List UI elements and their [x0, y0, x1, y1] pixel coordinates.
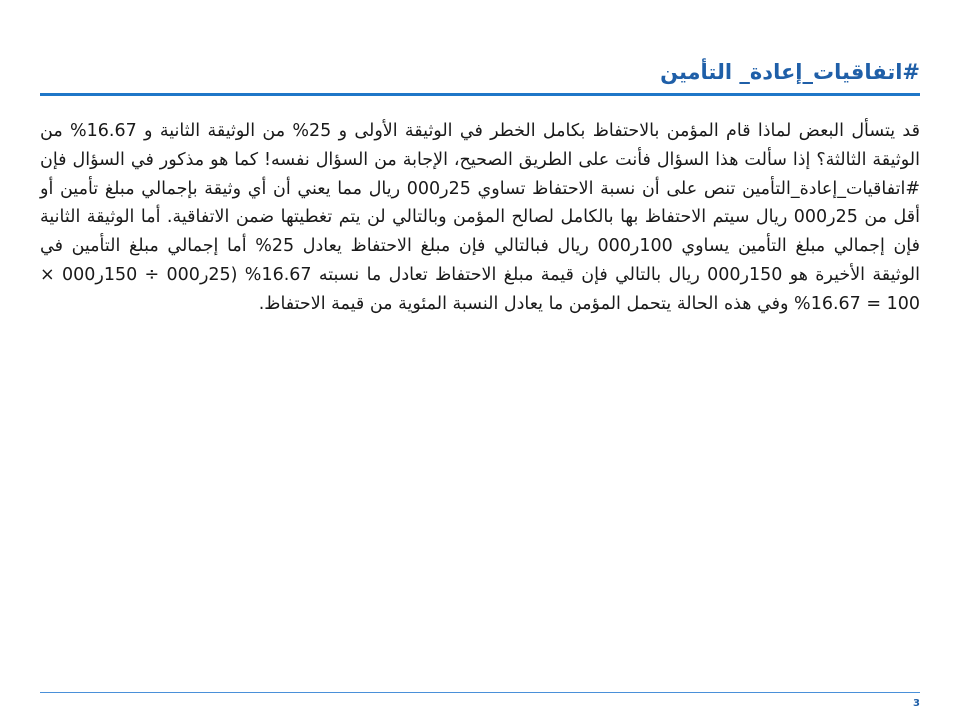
footer-rule — [40, 692, 920, 693]
slide-body-paragraph: قد يتسأل البعض لماذا قام المؤمن بالاحتفاظ بكامل الخطر في الوثيقة الأولى و 25% من الوثيقة الثانية و 16.67% من الوثيقة الثالثة؟ إذا سألت هذا السؤال فأنت على الطريق الصحيح، الإجابة من السؤال نفسه! كما هو مذكور في السؤال فإن #اتفاقيات_إعادة_التأمين تنص على أن نسبة الاحتفاظ تساوي 25ر000 ريال مما يعني أن أي وثيقة بإجمالي مبلغ تأمين أو أقل من 25ر000 ريال سيتم الاحتفاظ بها بالكامل لصالح المؤمن وبالتالي لن يتم تغطيتها ضمن الاتفاقية. أما الوثيقة الثانية فإن إجمالي مبلغ التأمين يساوي 100ر000 ريال فبالتالي فإن مبلغ الاحتفاظ يعادل 25% أما إجمالي مبلغ التأمين في الوثيقة الأخيرة هو 150ر000 ريال بالتالي فإن قيمة مبلغ الاحتفاظ تعادل ما نسبته 16.67% (25ر000 ÷ 150ر000 × 100 = 16.67% وفي هذه الحالة يتحمل المؤمن ما يعادل النسبة المئوية من قيمة الاحتفاظ. — [40, 121, 920, 314]
slide-title: #اتفاقيات_إعادة_ التأمين — [660, 60, 920, 84]
title-underline-rule — [40, 93, 920, 96]
page-number: 3 — [913, 698, 920, 709]
